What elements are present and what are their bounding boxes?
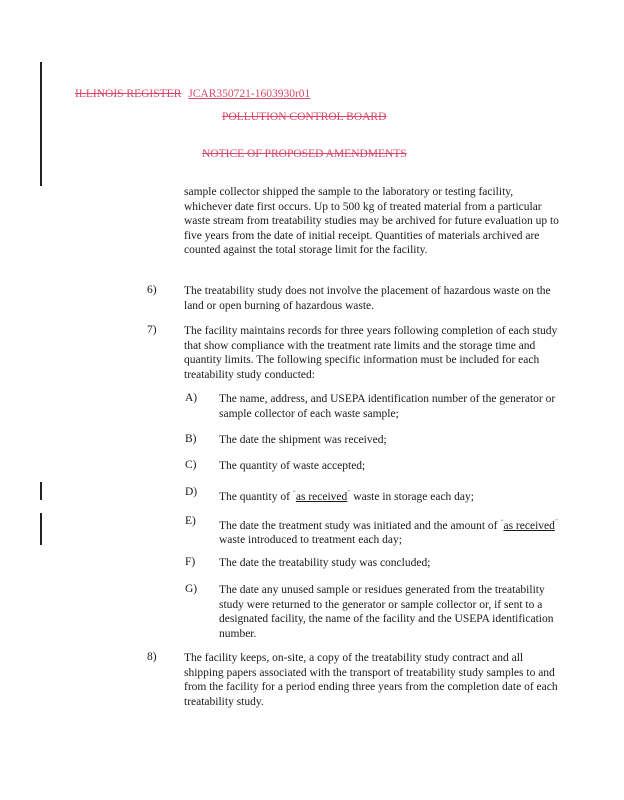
quote-close-mark: ” [554, 518, 558, 526]
quote-open-mark: “ [500, 518, 504, 526]
subitem-b-label: B) [185, 433, 197, 445]
notice-header: NOTICE OF PROPOSED AMENDMENTS [202, 148, 407, 160]
subitem-g-text: The date any unused sample or residues generated from the treatability study were returned to the generator or sample collector or, if sent to a designated facility, the name of the facility and the USEPA identification number. [219, 584, 554, 640]
subitem-e-label: E) [185, 515, 196, 527]
subitem-a-label: A) [185, 392, 198, 404]
item-8-number: 8) [147, 651, 157, 663]
subitem-e-text [219, 515, 559, 548]
change-bar-d [40, 482, 42, 500]
register-header [75, 88, 310, 100]
subitem-d-label: D) [185, 486, 198, 498]
subitem-e-pre: The date the treatment study was initiated and the amount of [219, 519, 501, 532]
subitem-c-text: The quantity of waste accepted; [219, 460, 366, 472]
continuation-paragraph: sample collector shipped the sample to the laboratory or testing facility, whichever date first occurs. Up to 500 kg of treated material from a particular waste stream from treatability studies may be archived for future evaluation up to five years from the date of initial receipt. Quantities of materials archived are counted against the total storage limit for the facility. [184, 186, 559, 256]
item-6-number: 6) [147, 284, 157, 296]
board-header: POLLUTION CONTROL BOARD [222, 111, 387, 123]
subitem-c-label: C) [185, 459, 197, 471]
subitem-e-post: waste introduced to treatment each day; [219, 534, 402, 547]
subitem-g-label: G) [185, 583, 198, 595]
register-struck: ILLINOIS REGISTER [75, 88, 182, 100]
change-bar-header [40, 62, 42, 186]
item-7-number: 7) [147, 324, 157, 336]
item-8-text: The facility keeps, on-site, a copy of the treatability study contract and all shipping papers associated with the transport of treatability study samples to and from the facility for a period ending three years from the completion date of each treatability study. [184, 652, 558, 708]
subitem-e-quoted: as received [503, 519, 555, 532]
subitem-f-text: The date the treatability study was concluded; [219, 557, 431, 569]
item-7-text: The facility maintains records for three years following completion of each study that show compliance with the treatment rate limits and the storage time and quantity limits. The following specific information must be included for each treatability study conducted: [184, 325, 558, 381]
quote-close-mark: ” [347, 489, 351, 497]
change-bar-e [40, 513, 42, 545]
item-6-text: The treatability study does not involve the placement of hazardous waste on the land or open burning of hazardous waste. [184, 285, 551, 312]
subitem-d-quoted: as received [295, 490, 348, 503]
subitem-f-label: F) [185, 556, 196, 568]
quote-open-mark: “ [292, 489, 296, 497]
subitem-d-text [219, 486, 559, 504]
subitem-a-text: The name, address, and USEPA identification number of the generator or sample collector of each waste sample; [219, 393, 556, 420]
subitem-b-text: The date the shipment was received; [219, 434, 387, 446]
subitem-d-pre: The quantity of [219, 490, 293, 503]
subitem-d-post: waste in storage each day; [350, 490, 474, 503]
register-inserted: JCAR350721-1603930r01 [188, 88, 311, 100]
